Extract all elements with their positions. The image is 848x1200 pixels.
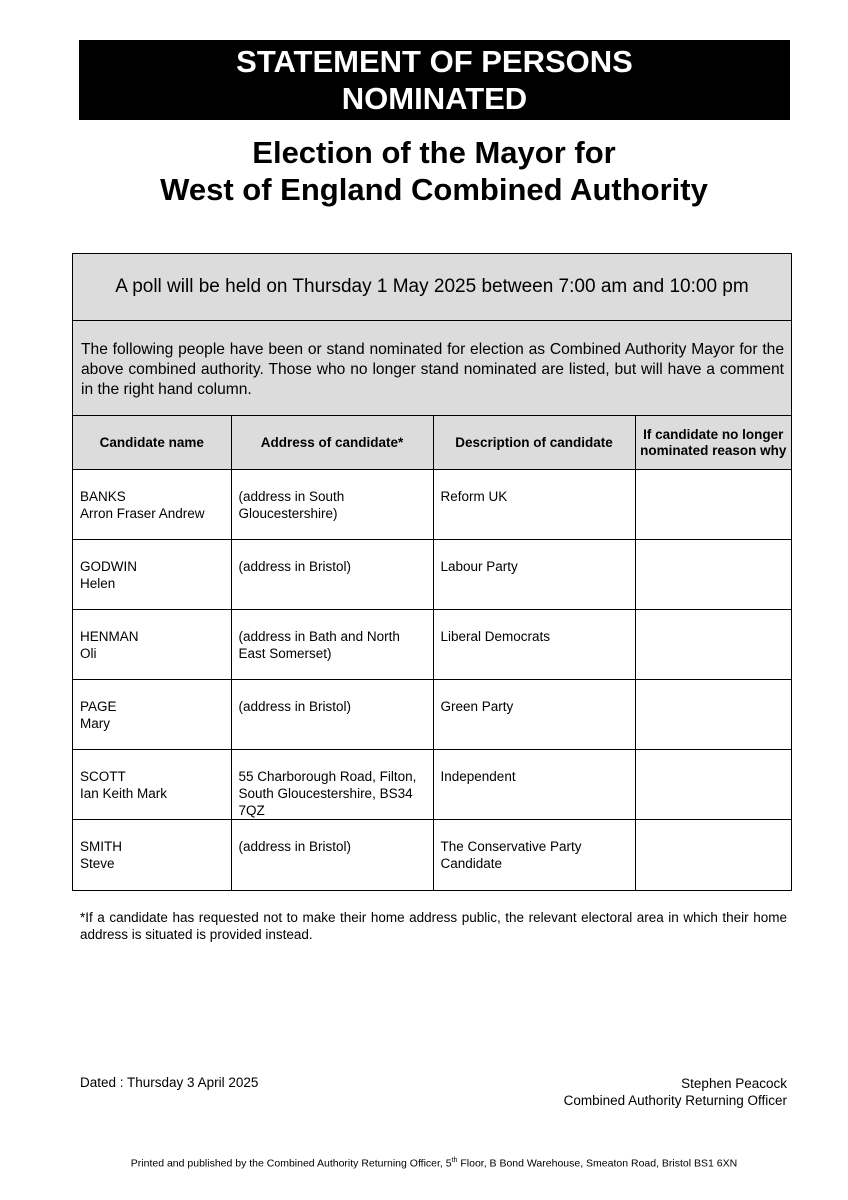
candidate-forenames: Helen xyxy=(80,576,116,591)
column-header-candidate-name: Candidate name xyxy=(73,416,231,470)
signer-title: Combined Authority Returning Officer xyxy=(563,1093,787,1108)
candidate-name-cell xyxy=(73,680,231,750)
dated-line: Dated : Thursday 3 April 2025 xyxy=(80,1075,259,1090)
column-header-address: Address of candidate* xyxy=(231,416,433,470)
election-title-line-2: West of England Combined Authority xyxy=(160,172,708,207)
table-row xyxy=(73,610,791,680)
candidate-withdrawal-reason xyxy=(635,750,791,820)
candidate-name-cell xyxy=(73,750,231,820)
election-title-line-1: Election of the Mayor for xyxy=(252,135,616,170)
candidate-description: Liberal Democrats xyxy=(433,610,635,680)
poll-notice: A poll will be held on Thursday 1 May 2025 between 7:00 am and 10:00 pm xyxy=(73,254,791,321)
candidate-address: (address in Bristol) xyxy=(231,820,433,890)
candidate-name-cell xyxy=(73,610,231,680)
candidates-table xyxy=(73,416,791,890)
candidate-forenames: Arron Fraser Andrew xyxy=(80,506,205,521)
candidate-name-cell xyxy=(73,470,231,540)
candidate-surname: SMITH xyxy=(80,839,122,854)
candidate-surname: SCOTT xyxy=(80,769,126,784)
title-line-1: STATEMENT OF PERSONS xyxy=(236,44,633,79)
table-row xyxy=(73,470,791,540)
candidate-address: (address in Bath and North East Somerset) xyxy=(231,610,433,680)
candidate-description: Labour Party xyxy=(433,540,635,610)
candidate-surname: GODWIN xyxy=(80,559,137,574)
candidate-withdrawal-reason xyxy=(635,470,791,540)
candidate-forenames: Oli xyxy=(80,646,97,661)
table-row xyxy=(73,540,791,610)
candidate-description: Reform UK xyxy=(433,470,635,540)
imprint-footer xyxy=(0,1157,848,1170)
table-row xyxy=(73,820,791,890)
candidate-surname: HENMAN xyxy=(80,629,139,644)
signer-name: Stephen Peacock xyxy=(681,1076,787,1091)
table-row xyxy=(73,680,791,750)
candidate-withdrawal-reason xyxy=(635,540,791,610)
candidate-withdrawal-reason xyxy=(635,680,791,750)
election-title xyxy=(0,134,848,208)
candidate-description: Independent xyxy=(433,750,635,820)
signature-block xyxy=(564,1075,787,1109)
imprint-text-start: Printed and published by the Combined Authority Returning Officer, 5 xyxy=(130,1157,452,1170)
candidate-name-cell xyxy=(73,540,231,610)
candidate-withdrawal-reason xyxy=(635,610,791,680)
candidate-forenames: Mary xyxy=(80,716,110,731)
candidate-description: Green Party xyxy=(433,680,635,750)
candidate-description: The Conservative Party Candidate xyxy=(433,820,635,890)
candidate-address: (address in Bristol) xyxy=(231,540,433,610)
table-header-row xyxy=(73,416,791,470)
column-header-description: Description of candidate xyxy=(433,416,635,470)
table-row xyxy=(73,750,791,820)
column-header-reason: If candidate no longer nominated reason why xyxy=(635,416,791,470)
candidate-surname: BANKS xyxy=(80,489,126,504)
candidate-name-cell xyxy=(73,820,231,890)
title-line-2: NOMINATED xyxy=(341,81,528,116)
imprint-superscript: th xyxy=(451,1157,458,1164)
candidate-forenames: Ian Keith Mark xyxy=(80,786,168,801)
candidate-address: (address in Bristol) xyxy=(231,680,433,750)
candidate-address: 55 Charborough Road, Filton, South Gloucestershire, BS34 7QZ xyxy=(231,750,433,820)
document-title-banner xyxy=(79,40,790,120)
candidate-surname: PAGE xyxy=(80,699,117,714)
address-footnote: *If a candidate has requested not to make their home address public, the relevant electoral area in which their home address is situated is provided instead. xyxy=(80,910,787,942)
intro-text: The following people have been or stand nominated for election as Combined Authority Mayor for the above combined authority. Those who no longer stand nominated are listed, but will have a comment in the right hand column. xyxy=(73,321,791,416)
candidate-withdrawal-reason xyxy=(635,820,791,890)
candidate-address: (address in South Gloucestershire) xyxy=(231,470,433,540)
nominations-box xyxy=(72,253,792,891)
imprint-text-end: Floor, B Bond Warehouse, Smeaton Road, Bristol BS1 6XN xyxy=(457,1157,738,1170)
candidate-forenames: Steve xyxy=(80,856,115,871)
